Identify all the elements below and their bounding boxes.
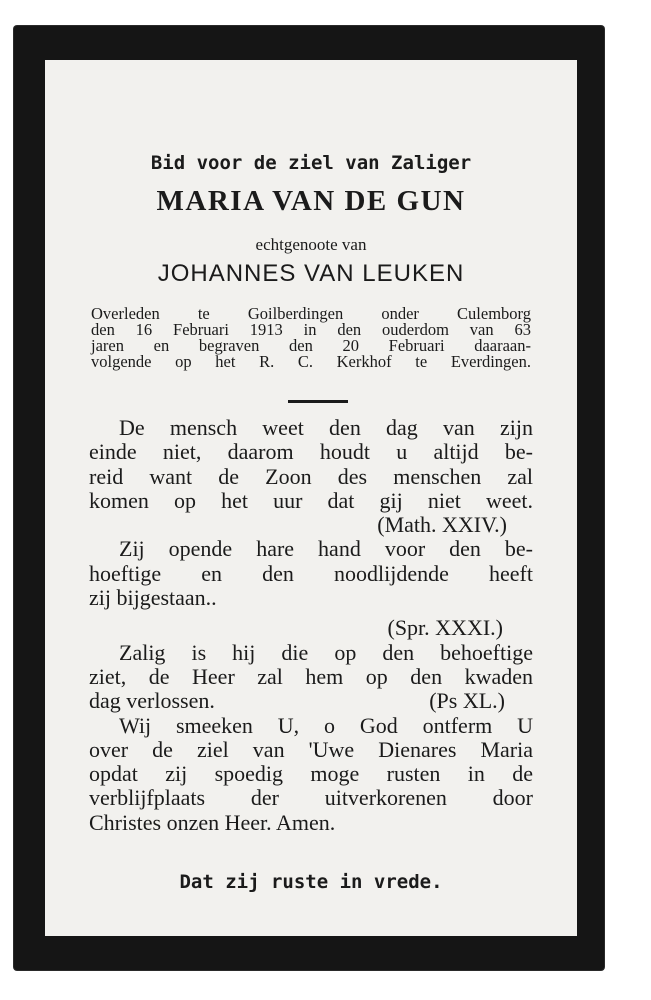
verse1-reference: (Math. XXIV.)	[377, 512, 507, 538]
verse2-reference: (Spr. XXXI.)	[387, 615, 503, 641]
memorial-card	[14, 26, 604, 970]
spouse-name: JOHANNES VAN LEUKEN	[157, 260, 465, 287]
details-line: Overleden te Goilberdingen onder Culemborg	[91, 304, 531, 323]
deceased-name: MARIA VAN DE GUN	[156, 185, 466, 217]
prayer-line: over de ziel van 'Uwe Dienares Maria	[89, 736, 533, 762]
details-line: volgende op het R. C. Kerkhof te Everdingen.	[91, 352, 531, 371]
divider-rule	[288, 400, 348, 403]
prayer-line: Christes onzen Heer. Amen.	[89, 809, 336, 835]
prayer-line: Wij smeeken U, o God ontferm U	[119, 712, 533, 738]
intro-text: Bid voor de ziel van Zaliger	[150, 152, 472, 174]
verse1-line: De mensch weet den dag van zijn	[119, 415, 533, 440]
verse2-line: Zij opende hare hand voor den be-	[119, 536, 533, 562]
verse2-line: zij bijgestaan..	[89, 585, 217, 611]
prayer-line: verblijfplaats der uitverkorenen door	[89, 785, 533, 811]
verse1-line: komen op het uur dat gij niet weet.	[89, 487, 533, 513]
verse3-line: dag verlossen.	[89, 688, 215, 714]
details-line: jaren en begraven den 20 Februari daaraan-	[91, 336, 531, 355]
relation-label: echtgenoote van	[255, 235, 367, 254]
verses	[89, 416, 533, 835]
death-details	[91, 306, 531, 370]
verse3-reference: (Ps XL.)	[429, 688, 505, 714]
verse3-last-row	[89, 689, 533, 713]
verse1-line: einde niet, daarom houdt u altijd be-	[89, 439, 533, 465]
card-paper	[45, 60, 577, 936]
details-line: den 16 Februari 1913 in den ouderdom van 63	[91, 320, 531, 339]
verse1-line: reid want de Zoon des menschen zal	[89, 463, 533, 489]
prayer-line: opdat zij spoedig moge rusten in de	[89, 761, 533, 787]
verse3-line: ziet, de Heer zal hem op den kwaden	[89, 663, 533, 689]
verse2-line: hoeftige en den noodlijdende heeft	[89, 560, 533, 586]
closing-text: Dat zij ruste in vrede.	[179, 871, 443, 893]
verse3-line: Zalig is hij die op den behoeftige	[119, 639, 533, 665]
